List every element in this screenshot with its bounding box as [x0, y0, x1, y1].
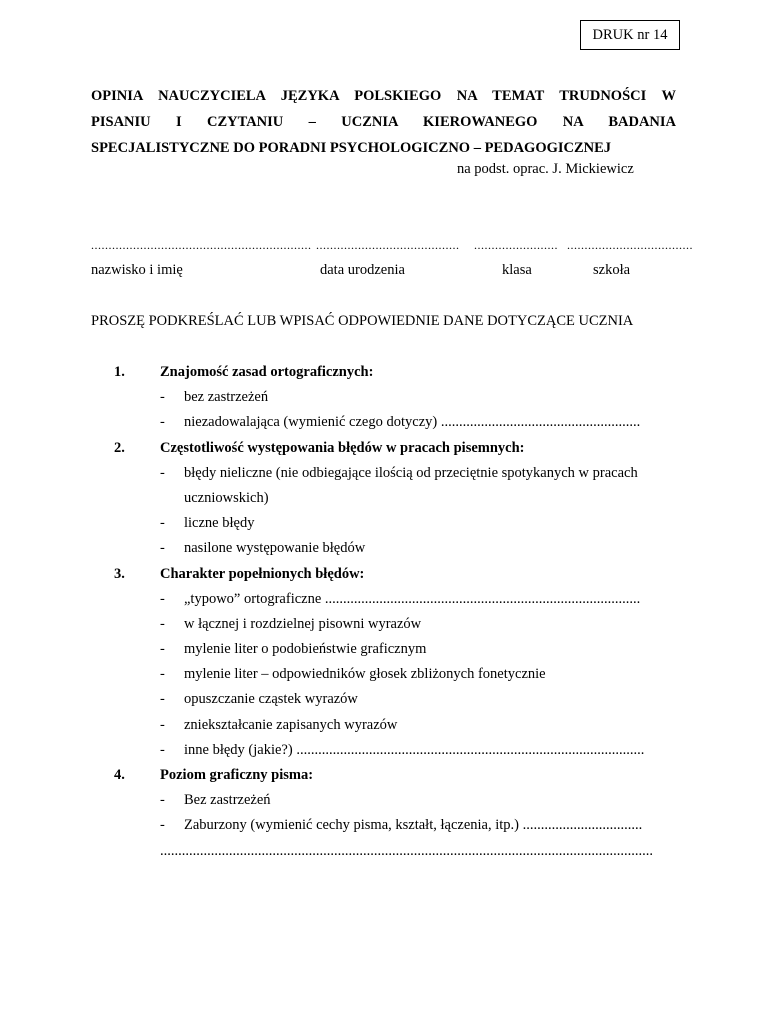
list-item[interactable] — [0, 513, 768, 538]
section-number: 2. — [114, 439, 125, 456]
title-line-1: OPINIA NAUCZYCIELA JĘZYKA POLSKIEGO NA TEMAT TRUDNOŚCI W — [91, 88, 676, 104]
class-label: klasa — [502, 262, 532, 278]
bullet-dash: - — [160, 464, 165, 481]
option-text[interactable]: Bez zastrzeżeń — [184, 792, 271, 809]
list-item[interactable] — [0, 463, 768, 488]
option-text[interactable]: „typowo” ortograficzne ....................................................................................... — [184, 590, 641, 607]
option-text[interactable]: nasilone występowanie błędów — [184, 540, 366, 557]
section-number: 4. — [114, 767, 125, 783]
bullet-dash: - — [160, 741, 165, 758]
name-label: nazwisko i imię — [91, 262, 183, 278]
section-title: Poziom graficzny pisma: — [160, 767, 314, 783]
bullet-dash: - — [160, 817, 165, 834]
bullet-dash: - — [160, 590, 165, 607]
option-text[interactable]: bez zastrzeżeń — [184, 389, 269, 406]
form-number: DRUK nr 14 — [592, 26, 668, 43]
source-attribution: na podst. oprac. J. Mickiewicz — [457, 161, 634, 177]
bullet-dash: - — [160, 641, 165, 658]
list-item[interactable] — [0, 387, 768, 412]
list-item[interactable] — [0, 689, 768, 714]
class-fill-line[interactable]: ........................ — [474, 238, 558, 252]
bullet-dash: - — [160, 792, 165, 809]
option-text[interactable]: inne błędy (jakie?) ................................................................................................ — [184, 741, 645, 758]
questionnaire — [0, 362, 768, 866]
school-label: szkoła — [593, 262, 631, 278]
list-item[interactable] — [0, 639, 768, 664]
bullet-dash: - — [160, 666, 165, 683]
name-fill-line[interactable]: ............................................................... — [91, 238, 312, 252]
student-data-fields — [0, 238, 768, 254]
instruction-text: PROSZĘ PODKREŚLAĆ LUB WPISAĆ ODPOWIEDNIE DANE DOTYCZĄCE UCZNIA — [91, 313, 634, 329]
list-item-continuation — [0, 488, 768, 513]
final-fill-line-row — [0, 841, 768, 866]
list-item[interactable] — [0, 790, 768, 815]
bullet-dash: - — [160, 515, 165, 532]
title-line-3: SPECJALISTYCZNE DO PORADNI PSYCHOLOGICZNO – PEDAGOGICZNEJ — [91, 140, 612, 156]
option-text[interactable]: mylenie liter – odpowiedników głosek zbliżonych fonetycznie — [184, 666, 546, 683]
option-text[interactable]: w łącznej i rozdzielnej pisowni wyrazów — [184, 615, 422, 632]
bullet-dash: - — [160, 540, 165, 557]
option-text[interactable]: błędy nieliczne (nie odbiegające ilością od przeciętnie spotykanych w pracach — [184, 464, 638, 481]
birthdate-fill-line[interactable]: ......................................... — [316, 238, 460, 252]
final-fill-line[interactable]: ........................................................................................................................................ — [160, 842, 653, 859]
list-item[interactable] — [0, 664, 768, 689]
list-item[interactable] — [0, 614, 768, 639]
section-number: 1. — [114, 364, 125, 380]
list-item[interactable] — [0, 412, 768, 437]
section-heading — [0, 438, 768, 463]
bullet-dash: - — [160, 615, 165, 632]
section-title: Charakter popełnionych błędów: — [160, 565, 365, 582]
section-heading — [0, 362, 768, 387]
document-title — [91, 83, 676, 161]
list-item[interactable] — [0, 538, 768, 563]
section-title: Częstotliwość występowania błędów w pracach pisemnych: — [160, 439, 525, 456]
bullet-dash: - — [160, 716, 165, 733]
bullet-dash: - — [160, 691, 165, 708]
list-item[interactable] — [0, 815, 768, 840]
section-number: 3. — [114, 565, 125, 582]
bullet-dash: - — [160, 389, 165, 406]
school-fill-line[interactable]: .................................... — [567, 238, 693, 252]
section-heading — [0, 564, 768, 589]
section-heading — [0, 765, 768, 790]
option-text[interactable]: zniekształcanie zapisanych wyrazów — [184, 716, 398, 733]
option-text[interactable]: Zaburzony (wymienić cechy pisma, kształt, łączenia, itp.) ................................. — [184, 817, 643, 834]
bullet-dash: - — [160, 414, 165, 431]
option-text[interactable]: opuszczanie cząstek wyrazów — [184, 691, 358, 708]
birthdate-label: data urodzenia — [320, 262, 405, 278]
option-text[interactable]: mylenie liter o podobieństwie graficznym — [184, 641, 427, 658]
section-title: Znajomość zasad ortograficznych: — [160, 364, 374, 380]
option-text[interactable]: niezadowalająca (wymienić czego dotyczy) ....................................................... — [184, 414, 641, 431]
list-item[interactable] — [0, 740, 768, 765]
list-item[interactable] — [0, 715, 768, 740]
list-item[interactable] — [0, 589, 768, 614]
option-text[interactable]: liczne błędy — [184, 515, 255, 532]
option-text-continuation[interactable]: uczniowskich) — [184, 489, 269, 506]
title-line-2: PISANIU I CZYTANIU – UCZNIA KIEROWANEGO NA BADANIA — [91, 114, 676, 130]
form-number-box — [580, 20, 680, 50]
